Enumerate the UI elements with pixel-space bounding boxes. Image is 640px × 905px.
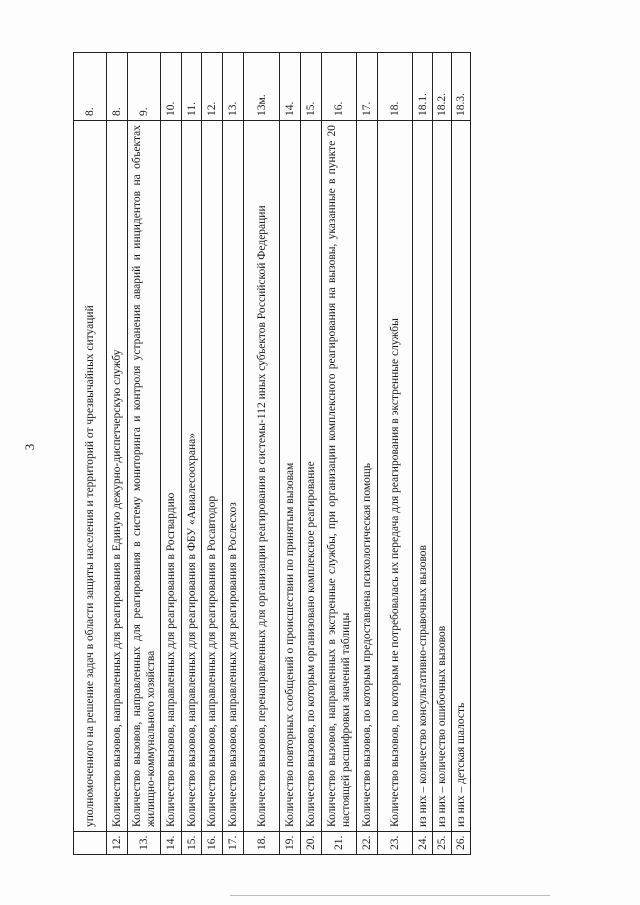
table-row — [223, 53, 244, 855]
table-row — [279, 53, 300, 855]
row-number-cell: 12. — [107, 832, 128, 855]
row-text-cell: Количество вызовов, направленных для реагирования в Рослесхоз — [223, 121, 244, 832]
table-row — [181, 53, 202, 855]
table-row — [244, 53, 280, 855]
row-text-cell: Количество вызовов, по которым организовано комплексное реагирование — [300, 121, 321, 832]
table-row — [452, 53, 471, 855]
row-code-cell: 12. — [202, 53, 223, 121]
row-number-cell: 14. — [160, 832, 181, 855]
table-row — [128, 53, 160, 855]
table-row — [321, 53, 357, 855]
row-text-cell: Количество вызовов, направленных для реагирования в систему мониторинга и контроля устранения аварий и инцидентов на объектах жилищно-коммунального хозяйства — [128, 121, 160, 832]
row-text-cell: Количество вызовов, направленных для реагирования в Единую дежурно-диспетчерскую службу — [107, 121, 128, 832]
table-row — [357, 53, 378, 855]
indicators-table — [73, 52, 471, 855]
row-text-cell: Количество вызовов, направленных для реагирования в ФБУ «Авиалесоохрана» — [181, 121, 202, 832]
row-code-cell: 16. — [321, 53, 357, 121]
row-code-cell: 18. — [377, 53, 413, 121]
table-row — [377, 53, 413, 855]
page-number: 3 — [22, 443, 37, 451]
row-text-cell: Количество вызовов, направленных для реагирования в Росавтодор — [202, 121, 223, 832]
row-text-cell: Количество вызовов, по которым предоставлена психологическая помощь — [357, 121, 378, 832]
row-text-cell: Количество вызовов, по которым не потребовалась их передача для реагирования в экстренные службы — [377, 121, 413, 832]
table-row — [433, 53, 452, 855]
bottom-scan-line — [230, 895, 550, 896]
table-row — [107, 53, 128, 855]
row-code-cell: 17. — [357, 53, 378, 121]
row-text-cell: из них – количество консультативно-справочных вызовов — [413, 121, 433, 832]
row-text-cell: уполномоченного на решение задач в области защиты населения и территорий от чрезвычайных ситуаций — [74, 121, 107, 832]
row-number-cell: 24. — [413, 832, 433, 855]
row-code-cell: 18.1. — [413, 53, 433, 121]
row-number-cell: 16. — [202, 832, 223, 855]
table-row — [300, 53, 321, 855]
row-code-cell: 13м. — [244, 53, 280, 121]
row-text-cell: из них – количество ошибочных вызовов — [433, 121, 452, 832]
row-number-cell: 19. — [279, 832, 300, 855]
row-text-cell: Количество повторных сообщений о происшествии по принятым вызовам — [279, 121, 300, 832]
row-number-cell: 13. — [128, 832, 160, 855]
row-code-cell: 18.3. — [452, 53, 471, 121]
table-row — [413, 53, 433, 855]
row-number-cell: 21. — [321, 832, 357, 855]
row-code-cell: 13. — [223, 53, 244, 121]
row-number-cell: 15. — [181, 832, 202, 855]
row-code-cell: 8. — [107, 53, 128, 121]
row-text-cell: Количество вызовов, направленных в экстренные службы, при организации комплексного реагирования на вызовы, указанные в пункте 20 настоящей расшифровки значений таблицы — [321, 121, 357, 832]
table-row — [202, 53, 223, 855]
row-code-cell: 18.2. — [433, 53, 452, 121]
row-text-cell: Количество вызовов, направленных для реагирования в Росгвардию — [160, 121, 181, 832]
row-code-cell: 11. — [181, 53, 202, 121]
row-number-cell: 23. — [377, 832, 413, 855]
row-number-cell: 26. — [452, 832, 471, 855]
row-number-cell: 18. — [244, 832, 280, 855]
row-number-cell: 25. — [433, 832, 452, 855]
row-code-cell: 10. — [160, 53, 181, 121]
row-text-cell: из них – детская шалость — [452, 121, 471, 832]
row-code-cell: 9. — [128, 53, 160, 121]
row-number-cell: 22. — [357, 832, 378, 855]
row-text-cell: Количество вызовов, перенаправленных для организации реагирования в системы-112 иных субъектов Российской Федерации — [244, 121, 280, 832]
row-code-cell: 14. — [279, 53, 300, 121]
row-number-cell: 17. — [223, 832, 244, 855]
table-row — [160, 53, 181, 855]
row-code-cell: 15. — [300, 53, 321, 121]
row-code-cell: 8. — [74, 53, 107, 121]
row-number-cell: 20. — [300, 832, 321, 855]
rotated-table-container — [73, 53, 471, 855]
row-number-cell — [74, 832, 107, 855]
table-row — [74, 53, 107, 855]
